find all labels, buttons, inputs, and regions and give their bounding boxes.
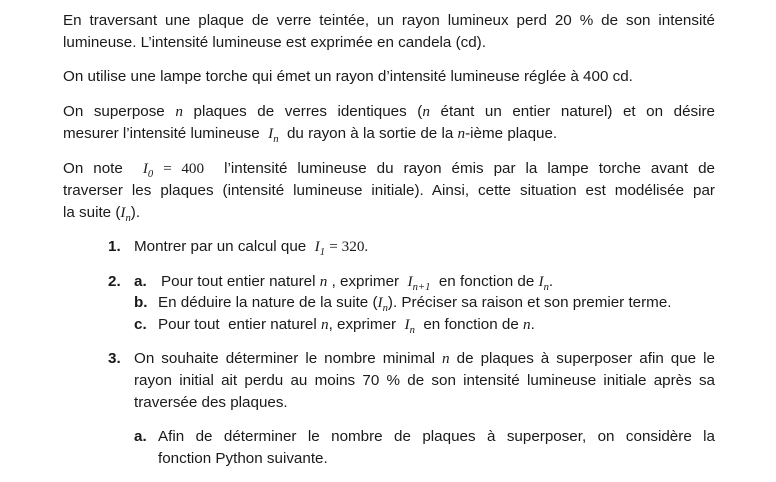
q3a-text-2: fonction Python suivante. xyxy=(158,450,328,467)
q3a-label: a. xyxy=(134,428,147,445)
q2-number: 2. xyxy=(108,273,121,290)
intro-p4-text-c: traverser les plaques (intensité lumineuse initiale). Ainsi, cette situation est modélisée par xyxy=(63,182,715,199)
q3-line3 xyxy=(134,392,288,414)
intro-p3-text-b: plaques de verres identiques ( xyxy=(193,103,423,120)
q2c-text-3: en fonction de xyxy=(423,316,519,333)
intro-p1-line2: lumineuse. L’intensité lumineuse est exprimée en candela (cd). xyxy=(63,34,486,51)
q2b-text-1: En déduire la nature de la suite ( xyxy=(158,294,378,311)
q1-label: Montrer par un calcul que xyxy=(134,238,307,255)
q3-number-wrap xyxy=(108,348,121,370)
var-n: n xyxy=(320,316,329,333)
q2c-text-1: Pour tout entier naturel xyxy=(158,316,317,333)
var-n: n xyxy=(175,103,183,120)
q3-text-2: de plaques à superposer afin que le xyxy=(456,350,715,367)
var-n: n xyxy=(442,350,450,367)
q2-number-wrap xyxy=(108,271,121,293)
intro-paragraph-3-line2 xyxy=(63,123,715,145)
q3a-text-1: Afin de déterminer le nombre de plaques à superposer, on considère la xyxy=(158,428,715,445)
var-n: n xyxy=(319,273,328,290)
intro-p3-text-a: On superpose xyxy=(63,103,165,120)
intro-paragraph-1 xyxy=(63,10,715,32)
intro-p4-text-b: l’intensité lumineuse du rayon émis par la lampe torche avant de xyxy=(224,160,715,177)
q3a-line1 xyxy=(158,426,715,448)
q2b-label: b. xyxy=(134,294,148,311)
var-n: n xyxy=(457,125,466,142)
intro-p4-text-d: la suite ( xyxy=(63,204,121,221)
q2c-label-wrap xyxy=(134,314,147,336)
intro-paragraph-4-line2 xyxy=(63,180,715,202)
q3-text-4: traversée des plaques. xyxy=(134,394,288,411)
q3-text-3: rayon initial ait perdu au moins 70 % de son intensité lumineuse initiale après sa xyxy=(134,372,715,389)
intro-paragraph-4 xyxy=(63,158,715,180)
q2b-text xyxy=(158,292,672,314)
var-In: $I_n$ xyxy=(404,316,415,337)
q2a-text-2: , exprimer xyxy=(331,273,400,290)
intro-p4-text-a: On note xyxy=(63,160,123,177)
var-In: $I_n$ xyxy=(538,273,549,294)
q2c-text: Pour tout entier naturel n, exprimer $I_n$ en fonction de n. xyxy=(158,316,535,337)
intro-p3-text-d: mesurer l’intensité lumineuse xyxy=(63,125,260,142)
var-I1: $I_1$ xyxy=(314,238,326,259)
intro-p1-line1: En traversant une plaque de verre teintée, un rayon lumineux perd 20 % de son intensité xyxy=(63,12,715,29)
q1-number-wrap xyxy=(108,236,121,258)
intro-p3-text-f: -ième plaque. xyxy=(465,125,558,142)
q2b-label-wrap xyxy=(134,292,148,314)
intro-p3-text-e: du rayon à la sortie de la xyxy=(286,125,454,142)
intro-p4-text-e: ). xyxy=(130,204,141,221)
q2a-label-wrap xyxy=(134,271,147,293)
q2a-label: a. xyxy=(134,273,147,290)
intro-p2-text: On utilise une lampe torche qui émet un rayon d’intensité lumineuse réglée à 400 cd. xyxy=(63,68,633,85)
var-In1: $I_{n+1}$ xyxy=(407,273,431,294)
q3-line1 xyxy=(134,348,715,370)
q1-number: 1. xyxy=(108,238,121,255)
eq-400: = 400 xyxy=(163,160,205,177)
var-n: n xyxy=(422,103,430,120)
var-In: $I_n$ xyxy=(268,125,279,146)
q2c-text-2: , exprimer xyxy=(328,316,397,333)
intro-paragraph-1-line2 xyxy=(63,32,715,54)
q3-text-1: On souhaite déterminer le nombre minimal xyxy=(134,350,436,367)
var-In: $I_n$ xyxy=(377,294,388,315)
q1-eq: = 320. xyxy=(329,238,369,255)
q3a-label-wrap xyxy=(134,426,147,448)
intro-p3-text-c: étant un entier naturel) et on désire xyxy=(440,103,716,120)
q3-line2 xyxy=(134,370,715,392)
q3a-line2 xyxy=(158,448,328,470)
q2a-text-1: Pour tout entier naturel xyxy=(161,273,316,290)
q1-text xyxy=(134,236,368,258)
q3-number: 3. xyxy=(108,350,121,367)
var-In: $I_n$ xyxy=(120,204,131,225)
var-I0: $I_0$ xyxy=(142,160,154,181)
var-n: n xyxy=(523,316,531,333)
intro-paragraph-2 xyxy=(63,66,715,88)
intro-paragraph-4-line3 xyxy=(63,202,715,224)
q2b-text-2: ). Préciser sa raison et son premier terme. xyxy=(387,294,672,311)
intro-paragraph-3 xyxy=(63,101,715,123)
q2c-label: c. xyxy=(134,316,147,333)
q2a-text-3: en fonction de xyxy=(438,273,535,290)
q2a-text: Pour tout entier naturel n , exprimer $I_{n+1}$ en fonction de $I_n$. xyxy=(161,273,554,294)
